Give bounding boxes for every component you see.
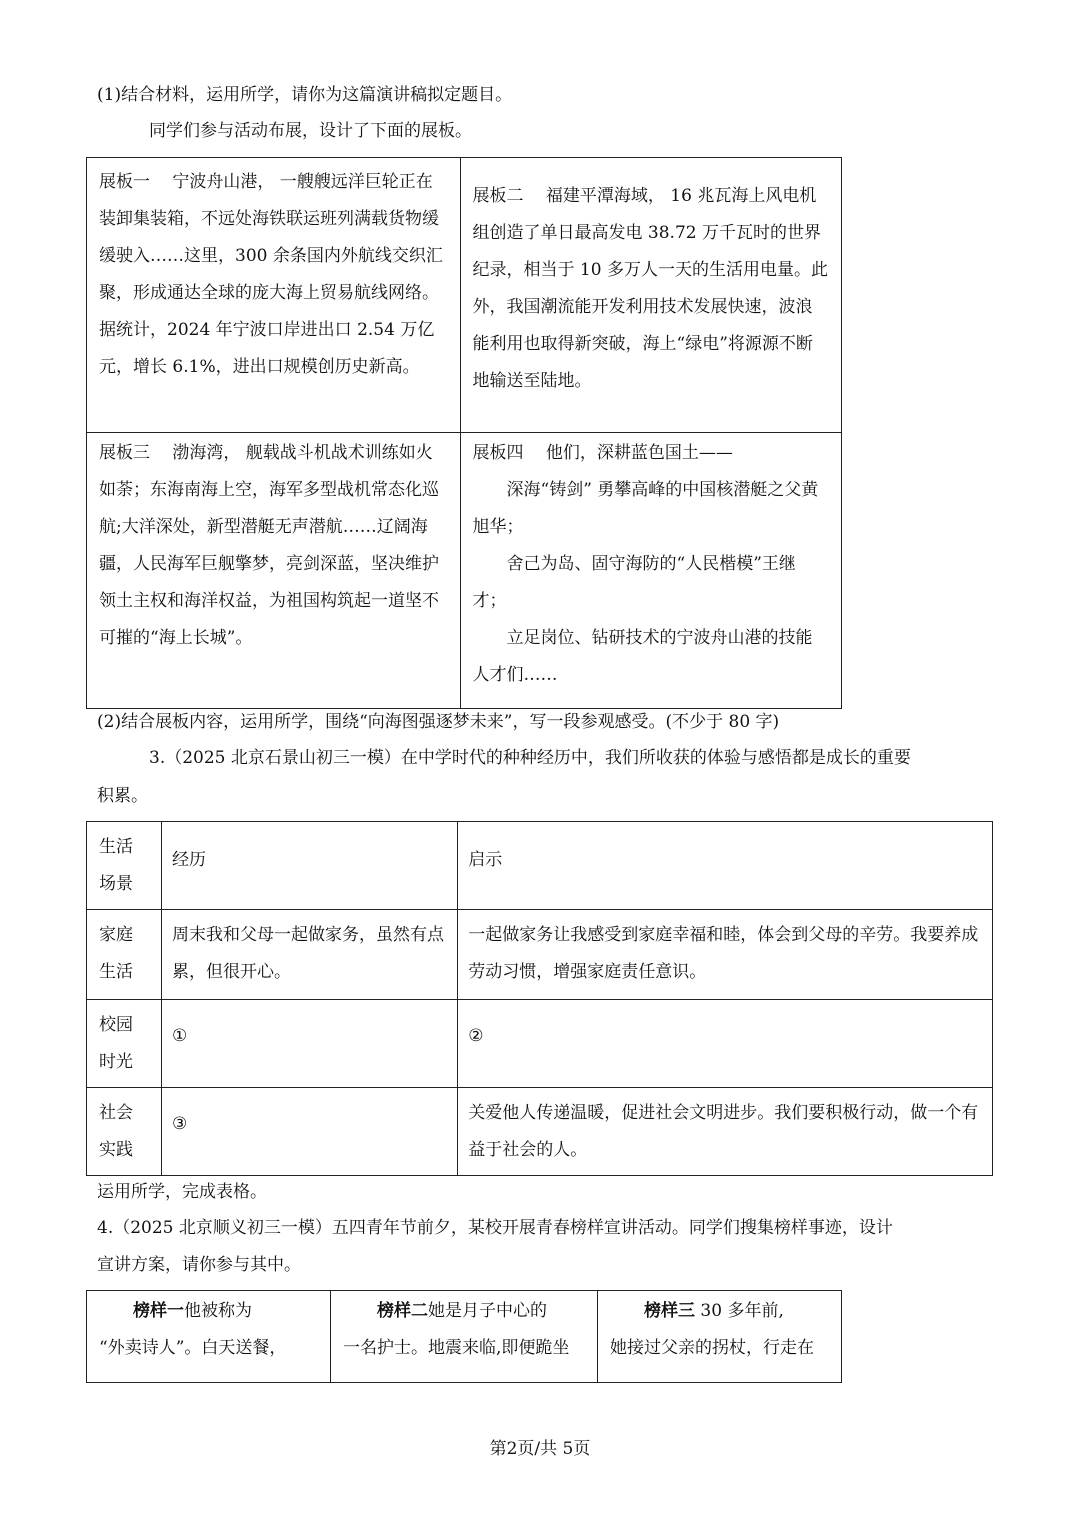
role-model-3-cell xyxy=(598,1291,842,1383)
row-school-insight: ② xyxy=(458,1000,993,1088)
role-model-1-cell xyxy=(87,1291,331,1383)
header-experience: 经历 xyxy=(161,822,457,910)
board-intro: 同学们参与活动布展，设计了下面的展板。 xyxy=(149,121,472,141)
row-school-experience: ① xyxy=(161,1000,457,1088)
row-family-insight: 一起做家务让我感受到家庭幸福和睦，体会到父母的辛劳。我要养成劳动习惯，增强家庭责任意识。 xyxy=(458,910,993,1000)
q1-prompt: (1)结合材料，运用所学，请你为这篇演讲稿拟定题目。 xyxy=(97,85,513,105)
board-four-cell xyxy=(460,433,842,709)
board-three-cell xyxy=(87,433,461,709)
growth-experience-table xyxy=(86,821,993,1176)
q3-stem-line2: 积累。 xyxy=(97,786,148,806)
header-scene: 生活场景 xyxy=(87,822,162,910)
q4-stem-line2: 宣讲方案，请你参与其中。 xyxy=(97,1255,301,1275)
header-insight: 启示 xyxy=(458,822,993,910)
role-model-2-line2: 一名护士。地震来临,即便跪坐 xyxy=(343,1338,570,1358)
row-social-insight: 关爱他人传递温暖，促进社会文明进步。我们要积极行动，做一个有益于社会的人。 xyxy=(458,1088,993,1176)
display-boards-table xyxy=(86,157,842,709)
board-four-item-2: 舍己为岛、固守海防的“人民楷模”王继才； xyxy=(472,554,796,611)
row-school-scene: 校园时光 xyxy=(87,1000,162,1088)
q3-after: 运用所学，完成表格。 xyxy=(97,1182,267,1202)
role-model-1-line1: 他被称为 xyxy=(184,1301,252,1321)
row-family-experience: 周末我和父母一起做家务，虽然有点累，但很开心。 xyxy=(161,910,457,1000)
row-social-scene: 社会实践 xyxy=(87,1088,162,1176)
board-two-text: 展板二 福建平潭海域， 16 兆瓦海上风电机组创造了单日最高发电 38.72 万千瓦时的世界纪录，相当于 10 多万人一天的生活用电量。此外，我国潮流能开发利用技术发展快速，波浪能利用也取得新突破，海上“绿电”将源源不断地输送至陆地。 xyxy=(472,186,828,391)
role-model-1-title: 榜样一 xyxy=(133,1301,184,1321)
board-three-text: 展板三 渤海湾， 舰载战斗机战术训练如火如荼；东海南海上空，海军多型战机常态化巡航;大洋深处，新型潜艇无声潜航……辽阔海疆，人民海军巨舰擎梦，亮剑深蓝，坚决维护领土主权和海洋权益，为祖国构筑起一道坚不可摧的“海上长城”。 xyxy=(99,443,439,648)
page-footer: 第2页/共 5页 xyxy=(489,1439,591,1459)
board-four-item-1: 深海“铸剑” 勇攀高峰的中国核潜艇之父黄旭华； xyxy=(472,480,819,537)
board-four-item-3: 立足岗位、钻研技术的宁波舟山港的技能人才们…… xyxy=(472,628,813,685)
row-social-experience: ③ xyxy=(161,1088,457,1176)
q3-stem-line1: 3.（2025 北京石景山初三一模）在中学时代的种种经历中，我们所收获的体验与感悟都是成长的重要 xyxy=(149,748,911,768)
role-model-1-line2: “外卖诗人”。白天送餐， xyxy=(99,1338,287,1358)
board-four-heading: 展板四 他们，深耕蓝色国土—— xyxy=(472,443,733,463)
role-model-2-title: 榜样二 xyxy=(377,1301,428,1321)
role-model-2-cell xyxy=(331,1291,598,1383)
role-model-table xyxy=(86,1290,842,1383)
q4-stem-line1: 4.（2025 北京顺义初三一模）五四青年节前夕，某校开展青春榜样宣讲活动。同学们搜集榜样事迹，设计 xyxy=(97,1218,893,1238)
board-one-cell xyxy=(87,158,461,433)
role-model-3-title: 榜样三 xyxy=(644,1301,695,1321)
role-model-3-line1: 30 多年前, xyxy=(695,1301,784,1321)
board-two-cell xyxy=(460,158,842,433)
board-four-content xyxy=(461,433,842,694)
board-one-text: 展板一 宁波舟山港， 一艘艘远洋巨轮正在装卸集装箱，不远处海铁联运班列满载货物缓缓驶入……这里，300 余条国内外航线交织汇聚，形成通达全球的庞大海上贸易航线网络。据统计，2024 年宁波口岸进出口 2.54 万亿元，增长 6.1%，进出口规模创历史新高。 xyxy=(99,172,443,377)
q2-prompt: (2)结合展板内容，运用所学，围绕“向海图强逐梦未来”，写一段参观感受。(不少于 80 字) xyxy=(97,712,780,732)
role-model-3-line2: 她接过父亲的拐杖，行走在 xyxy=(610,1338,814,1358)
row-family-scene: 家庭生活 xyxy=(87,910,162,1000)
role-model-2-line1: 她是月子中心的 xyxy=(428,1301,547,1321)
